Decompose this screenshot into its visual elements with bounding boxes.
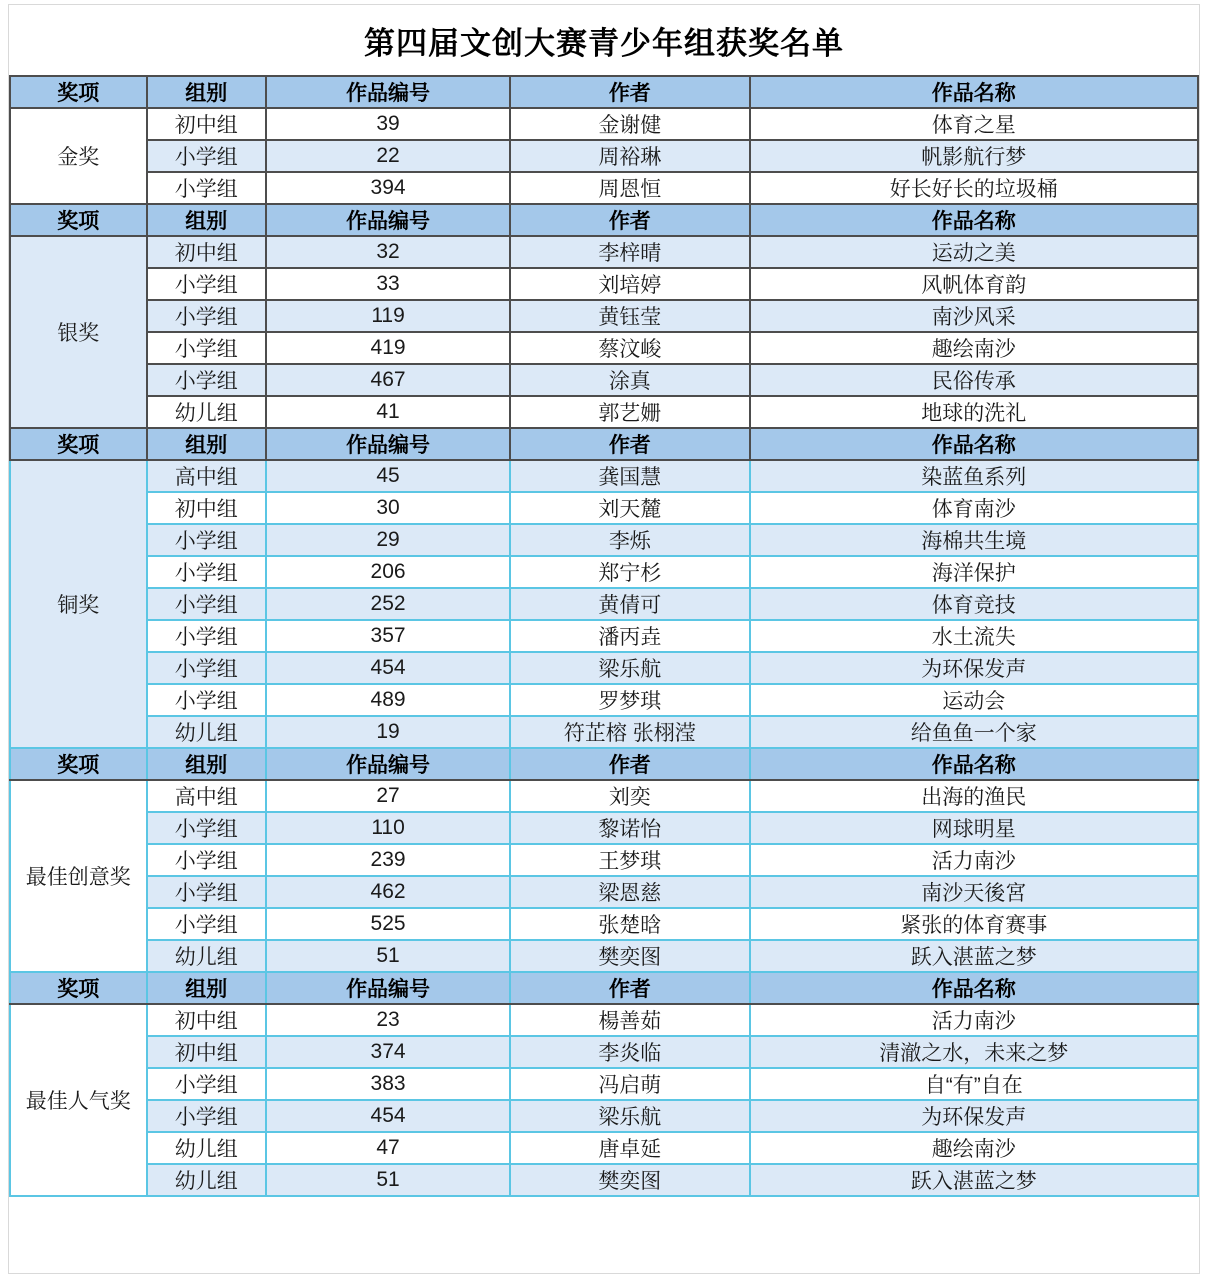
table-row — [10, 1132, 1198, 1164]
group-cell: 小学组 — [147, 364, 266, 396]
table-row — [10, 588, 1198, 620]
author-cell: 樊奕图 — [510, 940, 749, 972]
table-row — [10, 268, 1198, 300]
table-row — [10, 652, 1198, 684]
group-cell: 小学组 — [147, 908, 266, 940]
table-row — [10, 940, 1198, 972]
author-cell: 李梓晴 — [510, 236, 749, 268]
group-cell: 小学组 — [147, 140, 266, 172]
entry-no-cell: 19 — [266, 716, 510, 748]
table-row — [10, 780, 1198, 812]
group-cell: 小学组 — [147, 300, 266, 332]
column-header: 组别 — [147, 428, 266, 460]
entry-no-cell: 394 — [266, 172, 510, 204]
section-header-row — [10, 204, 1198, 236]
work-title-cell: 给鱼鱼一个家 — [750, 716, 1199, 748]
group-cell: 小学组 — [147, 588, 266, 620]
column-header: 作品名称 — [750, 428, 1199, 460]
group-cell: 小学组 — [147, 652, 266, 684]
entry-no-cell: 239 — [266, 844, 510, 876]
work-title-cell: 跃入湛蓝之梦 — [750, 940, 1199, 972]
entry-no-cell: 22 — [266, 140, 510, 172]
work-title-cell: 南沙风采 — [750, 300, 1199, 332]
author-cell: 蔡汶峻 — [510, 332, 749, 364]
author-cell: 黄倩可 — [510, 588, 749, 620]
page-title: 第四届文创大赛青少年组获奖名单 — [364, 25, 844, 61]
work-title-cell: 风帆体育韵 — [750, 268, 1199, 300]
column-header: 作品名称 — [750, 748, 1199, 780]
work-title-cell: 染蓝鱼系列 — [750, 460, 1199, 492]
author-cell: 龚国慧 — [510, 460, 749, 492]
entry-no-cell: 383 — [266, 1068, 510, 1100]
entry-no-cell: 39 — [266, 108, 510, 140]
table-row — [10, 364, 1198, 396]
author-cell: 梁乐航 — [510, 652, 749, 684]
work-title-cell: 地球的洗礼 — [750, 396, 1199, 428]
column-header: 作品名称 — [750, 972, 1199, 1004]
work-title-cell: 好长好长的垃圾桶 — [750, 172, 1199, 204]
group-cell: 幼儿组 — [147, 940, 266, 972]
table-row — [10, 1068, 1198, 1100]
award-name-cell: 银奖 — [10, 236, 147, 428]
column-header: 作者 — [510, 748, 749, 780]
group-cell: 幼儿组 — [147, 1132, 266, 1164]
author-cell: 樊奕图 — [510, 1164, 749, 1196]
table-row — [10, 1004, 1198, 1036]
work-title-cell: 清澈之水，未来之梦 — [750, 1036, 1199, 1068]
group-cell: 小学组 — [147, 876, 266, 908]
group-cell: 初中组 — [147, 492, 266, 524]
column-header: 作品编号 — [266, 204, 510, 236]
section-header-row — [10, 748, 1198, 780]
entry-no-cell: 467 — [266, 364, 510, 396]
author-cell: 冯启萌 — [510, 1068, 749, 1100]
entry-no-cell: 454 — [266, 1100, 510, 1132]
table-row — [10, 876, 1198, 908]
entry-no-cell: 30 — [266, 492, 510, 524]
table-row — [10, 620, 1198, 652]
work-title-cell: 水土流失 — [750, 620, 1199, 652]
author-cell: 潘丙垚 — [510, 620, 749, 652]
group-cell: 初中组 — [147, 108, 266, 140]
section-header-row — [10, 428, 1198, 460]
work-title-cell: 网球明星 — [750, 812, 1199, 844]
column-header: 奖项 — [10, 428, 147, 460]
author-cell: 梁乐航 — [510, 1100, 749, 1132]
section-header-row — [10, 972, 1198, 1004]
work-title-cell: 趣绘南沙 — [750, 332, 1199, 364]
column-header: 作品编号 — [266, 748, 510, 780]
author-cell: 刘天麓 — [510, 492, 749, 524]
column-header: 组别 — [147, 748, 266, 780]
table-row — [10, 812, 1198, 844]
entry-no-cell: 489 — [266, 684, 510, 716]
table-row — [10, 684, 1198, 716]
table-row — [10, 108, 1198, 140]
award-name-cell: 最佳创意奖 — [10, 780, 147, 972]
work-title-cell: 体育之星 — [750, 108, 1199, 140]
table-row — [10, 460, 1198, 492]
entry-no-cell: 206 — [266, 556, 510, 588]
author-cell: 周恩恒 — [510, 172, 749, 204]
column-header: 作者 — [510, 428, 749, 460]
column-header: 奖项 — [10, 748, 147, 780]
entry-no-cell: 33 — [266, 268, 510, 300]
entry-no-cell: 454 — [266, 652, 510, 684]
award-name-cell: 最佳人气奖 — [10, 1004, 147, 1196]
author-cell: 张楚晗 — [510, 908, 749, 940]
author-cell: 金谢健 — [510, 108, 749, 140]
author-cell: 刘培婷 — [510, 268, 749, 300]
awards-table — [9, 75, 1199, 1197]
work-title-cell: 体育竞技 — [750, 588, 1199, 620]
author-cell: 刘奕 — [510, 780, 749, 812]
group-cell: 幼儿组 — [147, 396, 266, 428]
entry-no-cell: 27 — [266, 780, 510, 812]
work-title-cell: 跃入湛蓝之梦 — [750, 1164, 1199, 1196]
entry-no-cell: 29 — [266, 524, 510, 556]
group-cell: 小学组 — [147, 172, 266, 204]
table-row — [10, 236, 1198, 268]
author-cell: 王梦琪 — [510, 844, 749, 876]
work-title-cell: 为环保发声 — [750, 652, 1199, 684]
table-row — [10, 908, 1198, 940]
author-cell: 郭艺姗 — [510, 396, 749, 428]
column-header: 组别 — [147, 204, 266, 236]
column-header: 作者 — [510, 972, 749, 1004]
group-cell: 小学组 — [147, 1100, 266, 1132]
entry-no-cell: 374 — [266, 1036, 510, 1068]
work-title-cell: 海棉共生境 — [750, 524, 1199, 556]
column-header: 作品编号 — [266, 428, 510, 460]
table-row — [10, 172, 1198, 204]
group-cell: 初中组 — [147, 1036, 266, 1068]
table-row — [10, 332, 1198, 364]
table-row — [10, 844, 1198, 876]
group-cell: 小学组 — [147, 332, 266, 364]
table-row — [10, 716, 1198, 748]
table-row — [10, 524, 1198, 556]
work-title-cell: 帆影航行梦 — [750, 140, 1199, 172]
column-header: 组别 — [147, 972, 266, 1004]
table-row — [10, 140, 1198, 172]
section-header-row — [10, 76, 1198, 108]
column-header: 作品编号 — [266, 76, 510, 108]
work-title-cell: 运动会 — [750, 684, 1199, 716]
work-title-cell: 为环保发声 — [750, 1100, 1199, 1132]
group-cell: 小学组 — [147, 556, 266, 588]
column-header: 组别 — [147, 76, 266, 108]
work-title-cell: 体育南沙 — [750, 492, 1199, 524]
column-header: 奖项 — [10, 76, 147, 108]
author-cell: 李烁 — [510, 524, 749, 556]
column-header: 作者 — [510, 76, 749, 108]
entry-no-cell: 32 — [266, 236, 510, 268]
entry-no-cell: 51 — [266, 1164, 510, 1196]
author-cell: 符芷榕 张栩滢 — [510, 716, 749, 748]
entry-no-cell: 419 — [266, 332, 510, 364]
entry-no-cell: 23 — [266, 1004, 510, 1036]
author-cell: 梁恩慈 — [510, 876, 749, 908]
author-cell: 黎诺怡 — [510, 812, 749, 844]
work-title-cell: 活力南沙 — [750, 1004, 1199, 1036]
entry-no-cell: 525 — [266, 908, 510, 940]
work-title-cell: 南沙天後宮 — [750, 876, 1199, 908]
entry-no-cell: 357 — [266, 620, 510, 652]
table-row — [10, 556, 1198, 588]
group-cell: 幼儿组 — [147, 716, 266, 748]
table-row — [10, 1164, 1198, 1196]
work-title-cell: 趣绘南沙 — [750, 1132, 1199, 1164]
work-title-cell: 民俗传承 — [750, 364, 1199, 396]
work-title-cell: 活力南沙 — [750, 844, 1199, 876]
entry-no-cell: 51 — [266, 940, 510, 972]
column-header: 作品编号 — [266, 972, 510, 1004]
group-cell: 小学组 — [147, 524, 266, 556]
awards-sheet — [8, 4, 1200, 1274]
author-cell: 李炎临 — [510, 1036, 749, 1068]
award-name-cell: 金奖 — [10, 108, 147, 204]
work-title-cell: 出海的渔民 — [750, 780, 1199, 812]
work-title-cell: 海洋保护 — [750, 556, 1199, 588]
group-cell: 高中组 — [147, 460, 266, 492]
group-cell: 小学组 — [147, 268, 266, 300]
group-cell: 小学组 — [147, 1068, 266, 1100]
award-name-cell: 铜奖 — [10, 460, 147, 748]
group-cell: 小学组 — [147, 684, 266, 716]
entry-no-cell: 41 — [266, 396, 510, 428]
table-row — [10, 1036, 1198, 1068]
work-title-cell: 自“有”自在 — [750, 1068, 1199, 1100]
author-cell: 黄钰莹 — [510, 300, 749, 332]
group-cell: 小学组 — [147, 812, 266, 844]
author-cell: 郑宁杉 — [510, 556, 749, 588]
author-cell: 罗梦琪 — [510, 684, 749, 716]
group-cell: 高中组 — [147, 780, 266, 812]
group-cell: 幼儿组 — [147, 1164, 266, 1196]
table-row — [10, 300, 1198, 332]
entry-no-cell: 45 — [266, 460, 510, 492]
entry-no-cell: 47 — [266, 1132, 510, 1164]
work-title-cell: 运动之美 — [750, 236, 1199, 268]
group-cell: 小学组 — [147, 620, 266, 652]
column-header: 作品名称 — [750, 76, 1199, 108]
table-row — [10, 1100, 1198, 1132]
column-header: 奖项 — [10, 204, 147, 236]
author-cell: 楊善茹 — [510, 1004, 749, 1036]
column-header: 作品名称 — [750, 204, 1199, 236]
author-cell: 周裕琳 — [510, 140, 749, 172]
column-header: 作者 — [510, 204, 749, 236]
group-cell: 初中组 — [147, 1004, 266, 1036]
work-title-cell: 紧张的体育赛事 — [750, 908, 1199, 940]
group-cell: 初中组 — [147, 236, 266, 268]
entry-no-cell: 110 — [266, 812, 510, 844]
author-cell: 涂真 — [510, 364, 749, 396]
column-header: 奖项 — [10, 972, 147, 1004]
table-row — [10, 492, 1198, 524]
group-cell: 小学组 — [147, 844, 266, 876]
table-row — [10, 396, 1198, 428]
author-cell: 唐卓延 — [510, 1132, 749, 1164]
entry-no-cell: 462 — [266, 876, 510, 908]
entry-no-cell: 252 — [266, 588, 510, 620]
entry-no-cell: 119 — [266, 300, 510, 332]
